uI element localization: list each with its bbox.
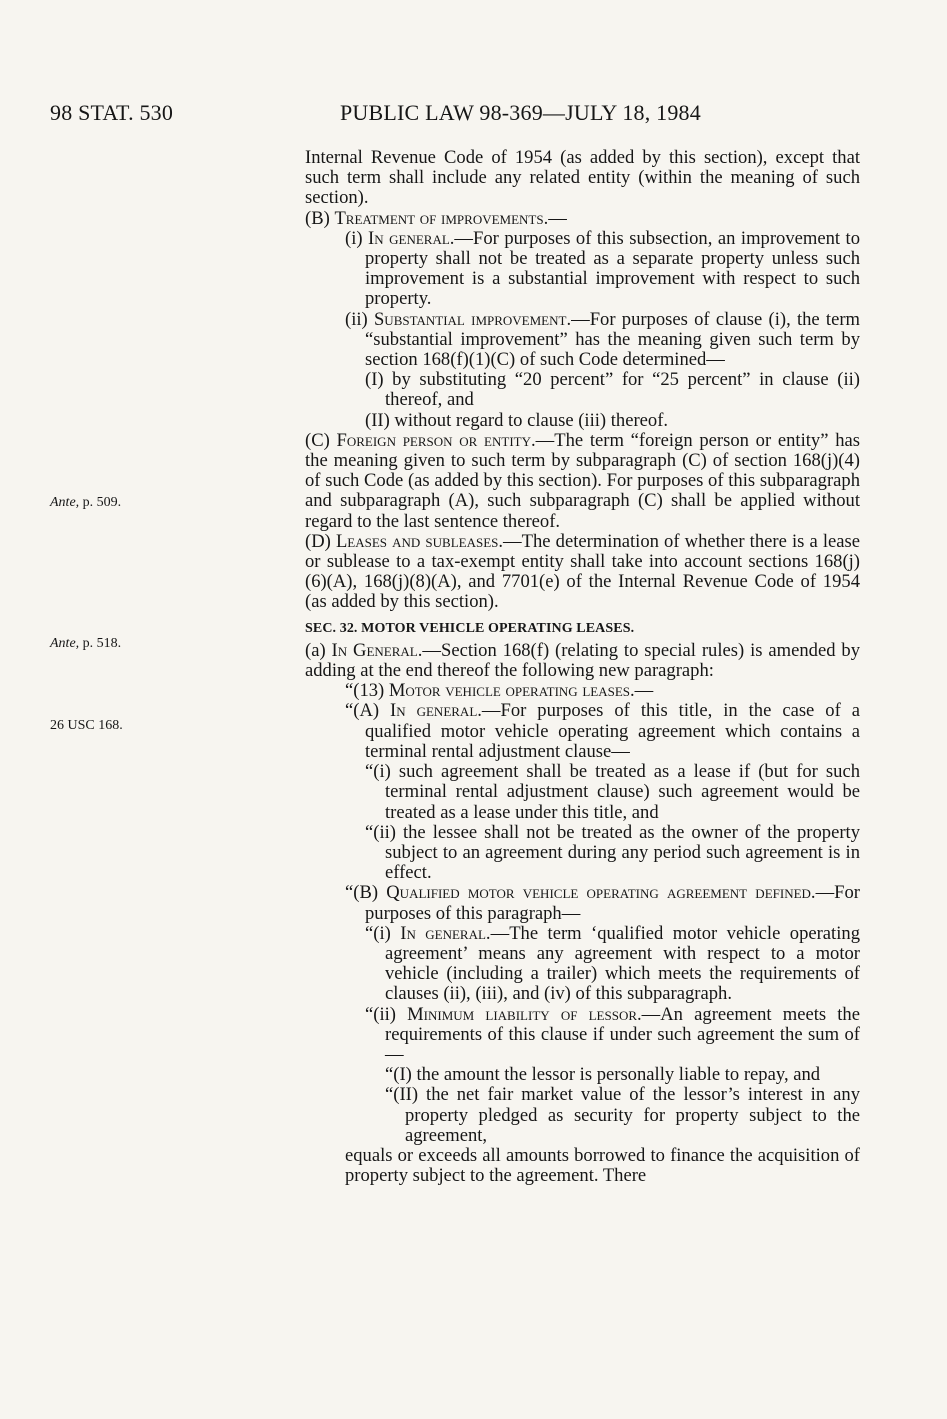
statute-body bbox=[305, 148, 860, 1186]
margin-note: Ante, p. 509. bbox=[50, 495, 122, 510]
subparagraph-heading: (B) Treatment of improvements.— bbox=[305, 207, 567, 229]
page-title: PUBLIC LAW 98-369—JULY 18, 1984 bbox=[340, 100, 701, 125]
subclause: “(I) the amount the lessor is personally liable to repay, and bbox=[385, 1064, 821, 1086]
clause: “(ii) Minimum liability of lessor.—An agreement meets the requirements of this clause if under such agreement the sum of— bbox=[365, 1003, 860, 1065]
section-heading: SEC. 32. MOTOR VEHICLE OPERATING LEASES. bbox=[305, 620, 635, 636]
clause: “(i) such agreement shall be treated as a lease if (but for such terminal rental adjustment clause) such agreement would be treated as a lease under this title, and bbox=[365, 761, 860, 823]
clause: (i) In general.—For purposes of this subsection, an improvement to property shall not be treated as a separate property unless such improvement is a substantial improvement with respect to such property. bbox=[345, 227, 860, 310]
paragraph: Internal Revenue Code of 1954 (as added by this section), except that such term shall include any related entity (within the meaning of such section). bbox=[305, 147, 860, 209]
new-paragraph-heading: “(13) Motor vehicle operating leases.— bbox=[345, 680, 654, 702]
subparagraph: (C) Foreign person or entity.—The term “foreign person or entity” has the meaning given to such term by subparagraph (C) of section 168(j)(4) of such Code (as added by this section). For purposes of this subparagraph and subparagraph (A), such subparagraph (C) shall be applied without regard to the last sentence thereof. bbox=[305, 429, 860, 532]
clause: “(i) In general.—The term ‘qualified motor vehicle operating agreement’ means any agreement with respect to a motor vehicle (including a trailer) which meets the requirements of clauses (ii), (iii), and (iv) of this subparagraph. bbox=[365, 922, 860, 1005]
page-header bbox=[50, 100, 900, 132]
clause: (ii) Substantial improvement.—For purposes of clause (i), the term “substantial improvement” has the meaning given such term by section 168(f)(1)(C) of such Code determined— bbox=[345, 308, 860, 371]
statute-page-number: 98 STAT. 530 bbox=[50, 100, 174, 125]
subparagraph: “(A) In general.—For purposes of this title, in the case of a qualified motor vehicle operating agreement which contains a terminal rental adjustment clause— bbox=[345, 700, 860, 762]
clause: “(ii) the lessee shall not be treated as the owner of the property subject to an agreement during any period such agreement is in effect. bbox=[365, 821, 860, 884]
clause-tail: equals or exceeds all amounts borrowed to finance the acquisition of property subject to the agreement. There bbox=[345, 1144, 860, 1187]
subparagraph: “(B) Qualified motor vehicle operating agreement defined.—For purposes of this paragraph— bbox=[345, 882, 860, 924]
subsection: (a) In General.—Section 168(f) (relating to special rules) is amended by adding at the end thereof the following new paragraph: bbox=[305, 639, 860, 682]
margin-note: 26 USC 168. bbox=[50, 718, 123, 733]
margin-note: Ante, p. 518. bbox=[50, 636, 122, 651]
subclause: (I) by substituting “20 percent” for “25 percent” in clause (ii) thereof, and bbox=[365, 369, 860, 411]
subclause: “(II) the net fair market value of the lessor’s interest in any property pledged as security for property subject to the agreement, bbox=[385, 1084, 860, 1146]
subparagraph: (D) Leases and subleases.—The determination of whether there is a lease or sublease to a tax-exempt entity shall take into account sections 168(j)(6)(A), 168(j)(8)(A), and 7701(e) of the Internal Revenue Code of 1954 (as added by this section). bbox=[305, 530, 860, 613]
subclause: (II) without regard to clause (iii) thereof. bbox=[365, 409, 669, 431]
